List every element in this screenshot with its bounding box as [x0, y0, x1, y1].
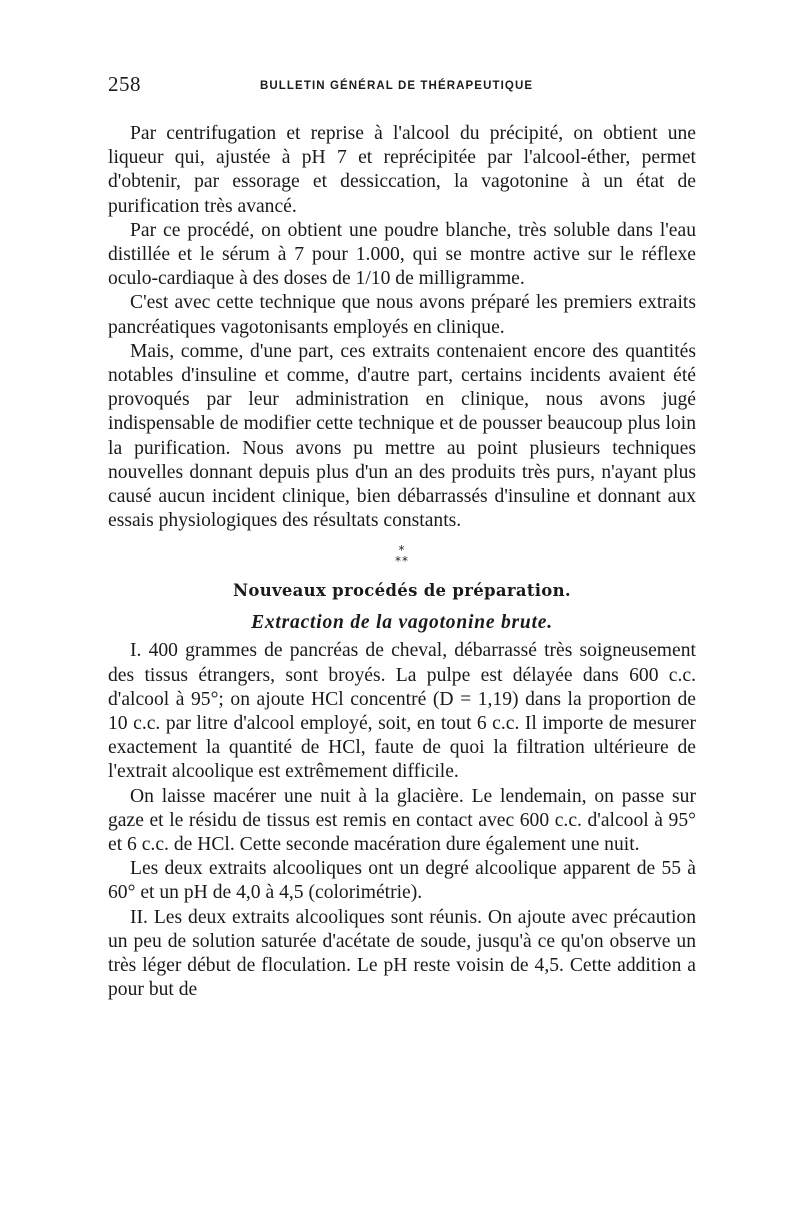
separator-star-top: * — [398, 543, 406, 558]
subsection-title: Extraction de la vagotonine brute. — [251, 612, 553, 634]
running-header — [108, 72, 696, 96]
paragraph: Par ce procédé, on obtient une poudre blanche, très soluble dans l'eau distillée et le sérum à 7 pour 1.000, qui se montre active sur le réflexe oculo-cardiaque à des doses de 1/10 de milligramme. — [108, 219, 696, 290]
section-separator — [108, 545, 696, 567]
paragraph: On laisse macérer une nuit à la glacière. Le lendemain, on passe sur gaze et le résidu de tissus est remis en contact avec 600 c.c. d'alcool à 95° et 6 c.c. de HCl. Cette seconde macération dure également une nuit. — [108, 785, 696, 856]
paragraph: II. Les deux extraits alcooliques sont réunis. On ajoute avec précaution un peu de solution saturée d'acétate de soude, jusqu'à ce qu'on observe un très léger début de floculation. Le pH reste voisin de 4,5. Cette addition a pour but de — [108, 906, 696, 1001]
page-number: 258 — [108, 72, 141, 96]
paragraph: Les deux extraits alcooliques ont un degré alcoolique apparent de 55 à 60° et un pH de 4,0 à 4,5 (colorimétrie). — [108, 858, 696, 904]
paragraph: C'est avec cette technique que nous avons préparé les premiers extraits pancréatiques vagotonisants employés en clinique. — [108, 292, 696, 338]
body-text — [108, 122, 696, 1003]
paragraph: Par centrifugation et reprise à l'alcool du précipité, on obtient une liqueur qui, ajustée à pH 7 et reprécipitée par l'alcool-éther, permet d'obtenir, par essorage et dessiccation, la vagotonine à un état de purification très avancé. — [108, 123, 696, 217]
paragraph: I. 400 grammes de pancréas de cheval, débarrassé très soigneusement des tissus étrangers, sont broyés. La pulpe est délayée dans 600 c.c. d'alcool à 95°; on ajoute HCl concentré (D = 1,19) dans la proportion de 10 c.c. par litre d'alcool employé, soit, en tout 6 c.c. Il importe de mesurer exactement la quantité de HCl, faute de quoi la filtration ultérieure de l'extrait alcoolique est extrêmement difficile. — [108, 640, 696, 783]
section-title: Nouveaux procédés de préparation. — [233, 581, 571, 601]
journal-title: BULLETIN GÉNÉRAL DE THÉRAPEUTIQUE — [260, 80, 534, 92]
paragraph: Mais, comme, d'une part, ces extraits contenaient encore des quantités notables d'insuline et comme, d'autre part, certains incidents avaient été provoqués par leur administration en clinique, nous avons jugé indispensable de modifier cette technique et de pousser beaucoup plus loin la purification. Nous avons pu mettre au point plusieurs techniques nouvelles donnant depuis plus d'un an des produits très purs, n'ayant plus causé aucun incident clinique, bien débarrassés d'insuline et donnant aux essais physiologiques des résultats constants. — [108, 340, 696, 532]
separator-star-bottom: ** — [395, 554, 409, 569]
